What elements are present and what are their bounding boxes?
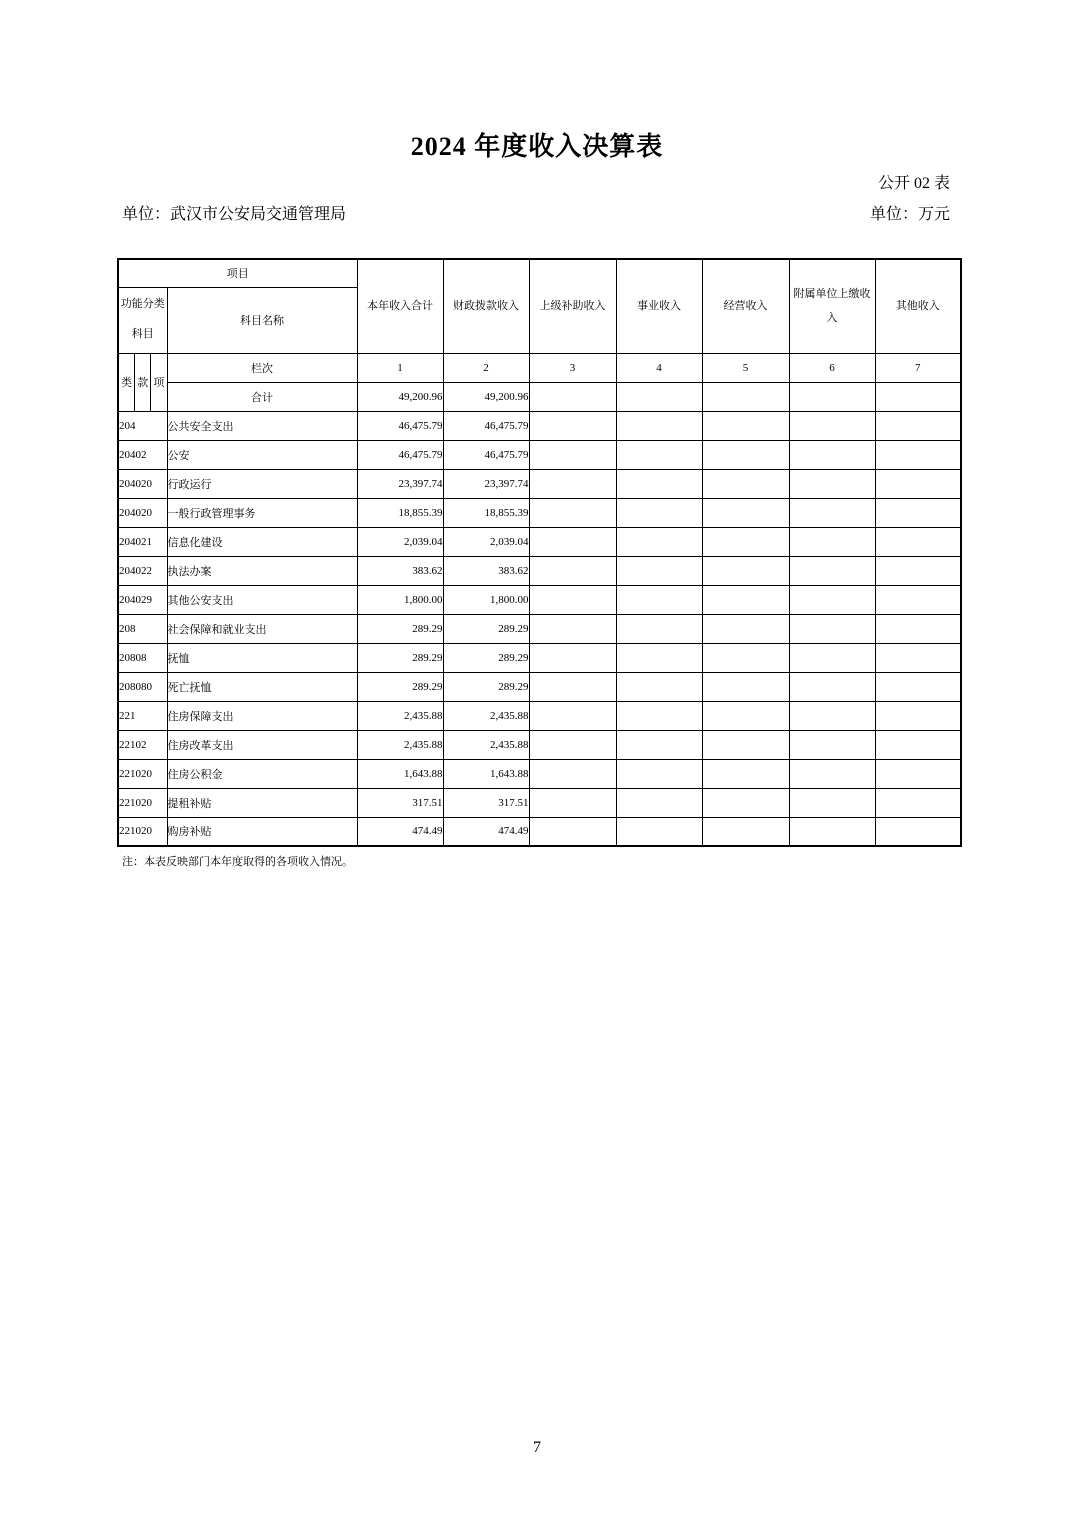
row-value [529,643,616,672]
row-value [616,701,702,730]
row-code: 204021 [118,527,167,556]
total-value-cell: 49,200.96 [443,382,529,411]
row-value [529,672,616,701]
revenue-table [117,258,962,847]
row-subject-name: 提租补贴 [167,788,357,817]
header-col-fiscal-appropriation: 财政拨款收入 [443,259,529,353]
header-subject-name: 科目名称 [167,287,357,353]
code-level-section: 款 [135,354,151,411]
table-row [118,614,961,643]
row-value [529,440,616,469]
header-col-operating-income: 经营收入 [702,259,789,353]
row-value [616,556,702,585]
row-value [702,701,789,730]
row-value [702,672,789,701]
row-value [529,527,616,556]
row-value [529,411,616,440]
col-index-6: 6 [789,353,875,382]
row-value [529,788,616,817]
row-value [529,614,616,643]
table-row [118,411,961,440]
row-value [789,643,875,672]
row-value [702,556,789,585]
col-index-1: 1 [357,353,443,382]
row-value: 289.29 [357,672,443,701]
row-value [616,469,702,498]
row-value [529,498,616,527]
row-value: 46,475.79 [443,440,529,469]
row-value [875,672,961,701]
code-level-class: 类 [119,354,135,411]
row-code: 204 [118,411,167,440]
row-code: 204022 [118,556,167,585]
row-subject-name: 一般行政管理事务 [167,498,357,527]
row-value [616,440,702,469]
row-value [875,527,961,556]
row-code: 221020 [118,817,167,846]
row-value [789,701,875,730]
total-value-cell: 49,200.96 [357,382,443,411]
row-subject-name: 死亡抚恤 [167,672,357,701]
row-value: 46,475.79 [443,411,529,440]
table-row [118,585,961,614]
row-value [789,527,875,556]
row-value: 18,855.39 [443,498,529,527]
row-subject-name: 执法办案 [167,556,357,585]
total-value-cell [616,382,702,411]
header-col-other-income: 其他收入 [875,259,961,353]
table-row [118,672,961,701]
row-value [529,469,616,498]
row-subject-name: 购房补贴 [167,817,357,846]
header-col-superior-subsidy: 上级补助收入 [529,259,616,353]
row-value [875,643,961,672]
row-subject-name: 公安 [167,440,357,469]
row-value [875,440,961,469]
row-value [529,585,616,614]
row-code: 204020 [118,498,167,527]
row-subject-name: 住房保障支出 [167,701,357,730]
header-col-total-income: 本年收入合计 [357,259,443,353]
col-index-5: 5 [702,353,789,382]
row-value [789,498,875,527]
row-value [616,672,702,701]
row-value [702,730,789,759]
table-row [118,817,961,846]
row-subject-name: 住房公积金 [167,759,357,788]
row-value [616,643,702,672]
table-row [118,527,961,556]
row-value [875,585,961,614]
code-level-cell [118,353,167,411]
row-value [702,643,789,672]
row-value [789,817,875,846]
row-value [702,498,789,527]
row-value [529,759,616,788]
row-value [616,788,702,817]
table-row [118,701,961,730]
row-value: 2,039.04 [357,527,443,556]
table-row [118,643,961,672]
row-value [616,585,702,614]
col-index-2: 2 [443,353,529,382]
row-value: 1,800.00 [357,585,443,614]
row-value: 383.62 [443,556,529,585]
row-value: 474.49 [443,817,529,846]
col-index-7: 7 [875,353,961,382]
row-value [702,817,789,846]
total-value-cell [702,382,789,411]
row-value [789,614,875,643]
row-value [875,701,961,730]
row-value [789,411,875,440]
row-value [875,556,961,585]
total-value-cell [875,382,961,411]
row-value [702,440,789,469]
row-value: 317.51 [443,788,529,817]
row-value [789,440,875,469]
row-value [875,411,961,440]
row-value: 2,435.88 [443,730,529,759]
row-code: 20808 [118,643,167,672]
row-value [875,469,961,498]
table-row [118,759,961,788]
row-value [875,614,961,643]
code-level-item: 项 [153,377,165,389]
total-value-cell [789,382,875,411]
table-body [118,411,961,846]
row-value: 289.29 [443,614,529,643]
row-subject-name: 公共安全支出 [167,411,357,440]
row-value [702,469,789,498]
row-value: 1,643.88 [443,759,529,788]
row-value [789,730,875,759]
header-row-project [118,259,961,287]
table-row [118,788,961,817]
row-code: 22102 [118,730,167,759]
row-value [702,527,789,556]
row-value: 383.62 [357,556,443,585]
row-code: 221 [118,701,167,730]
total-value-cell [529,382,616,411]
row-value [875,730,961,759]
row-value: 1,643.88 [357,759,443,788]
doc-number-label: 公开 02 表 [877,175,950,192]
table-row [118,730,961,759]
row-code: 204029 [118,585,167,614]
row-value [702,614,789,643]
col-index-row [118,353,961,382]
row-value [875,817,961,846]
row-value [616,759,702,788]
row-value: 18,855.39 [357,498,443,527]
row-value: 317.51 [357,788,443,817]
row-value [616,411,702,440]
total-label: 合计 [167,382,357,411]
row-value: 2,435.88 [357,730,443,759]
row-value [529,730,616,759]
row-value [875,759,961,788]
row-value: 289.29 [443,672,529,701]
row-value: 474.49 [357,817,443,846]
header-project: 项目 [118,259,357,287]
row-value [616,730,702,759]
row-value [616,614,702,643]
row-value [789,469,875,498]
currency-unit: 单位：万元 [869,206,950,223]
row-value: 2,435.88 [443,701,529,730]
row-subject-name: 其他公安支出 [167,585,357,614]
row-value [789,556,875,585]
row-code: 221020 [118,759,167,788]
row-value [616,817,702,846]
row-value [529,701,616,730]
row-value: 46,475.79 [357,440,443,469]
header-col-affiliated-remit: 附属单位上缴收入 [789,259,875,353]
row-value [789,672,875,701]
col-index-label: 栏次 [167,353,357,382]
row-value [702,788,789,817]
row-code: 208080 [118,672,167,701]
row-value: 1,800.00 [443,585,529,614]
row-value: 23,397.74 [443,469,529,498]
row-subject-name: 信息化建设 [167,527,357,556]
row-value [702,759,789,788]
table-row [118,556,961,585]
row-value: 2,039.04 [443,527,529,556]
row-subject-name: 住房改革支出 [167,730,357,759]
col-index-3: 3 [529,353,616,382]
row-subject-name: 社会保障和就业支出 [167,614,357,643]
header-func-code: 功能分类科目 [118,287,167,353]
row-value [529,817,616,846]
row-value: 289.29 [357,614,443,643]
row-value [616,498,702,527]
row-subject-name: 行政运行 [167,469,357,498]
row-value: 46,475.79 [357,411,443,440]
row-value [616,527,702,556]
row-code: 221020 [118,788,167,817]
page-number: 7 [533,1439,541,1456]
row-value [789,788,875,817]
col-index-4: 4 [616,353,702,382]
row-value [702,411,789,440]
page-title: 2024 年度收入决算表 [410,132,664,161]
row-value [789,585,875,614]
table-row [118,469,961,498]
row-value [875,498,961,527]
header-col-business-income: 事业收入 [616,259,702,353]
meta-row [122,201,950,224]
row-value: 23,397.74 [357,469,443,498]
row-value: 2,435.88 [357,701,443,730]
row-value [789,759,875,788]
row-code: 208 [118,614,167,643]
row-value: 289.29 [443,643,529,672]
row-value [529,556,616,585]
table-row [118,440,961,469]
code-level-wrap [119,354,167,411]
table-footnote: 注：本表反映部门本年度取得的各项收入情况。 [122,856,353,868]
row-subject-name: 抚恤 [167,643,357,672]
row-value [875,788,961,817]
row-code: 20402 [118,440,167,469]
table-row [118,498,961,527]
row-value: 289.29 [357,643,443,672]
total-row [118,382,961,411]
unit-name: 单位：武汉市公安局交通管理局 [122,206,347,223]
row-code: 204020 [118,469,167,498]
row-value [702,585,789,614]
